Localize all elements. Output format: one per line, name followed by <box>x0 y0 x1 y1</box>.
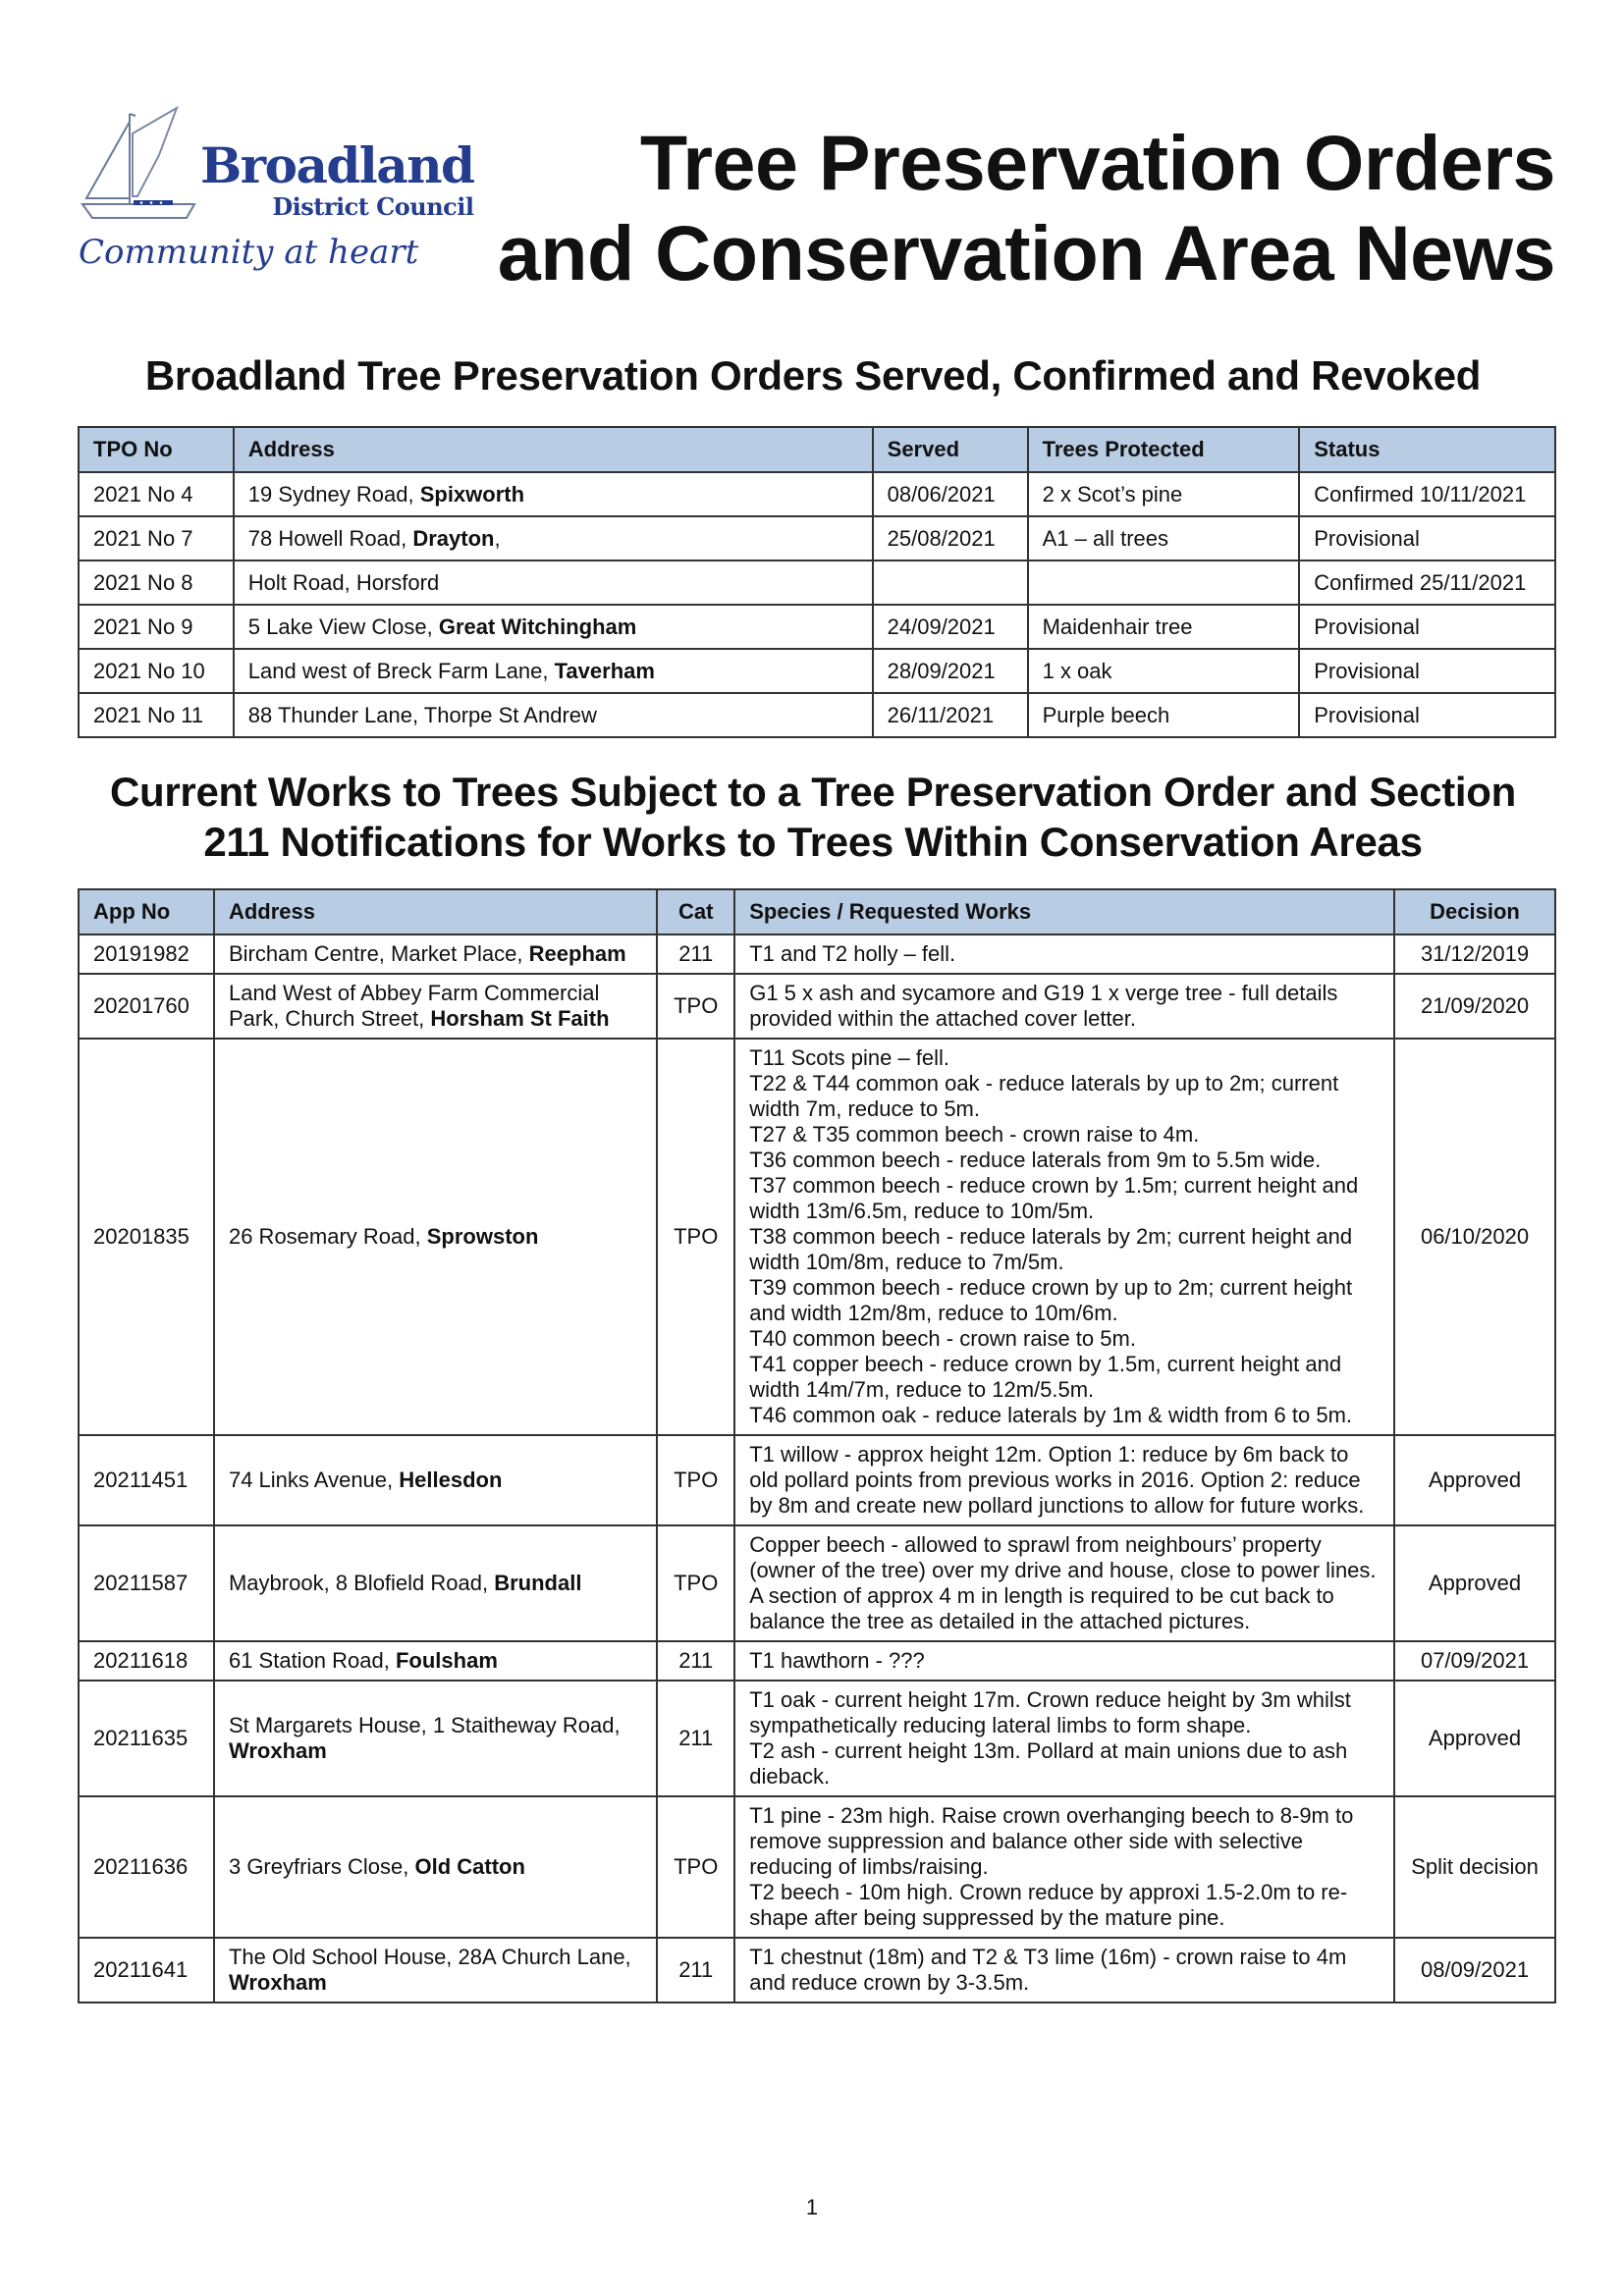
title-line-2: and Conservation Area News <box>497 209 1555 296</box>
status-cell: Provisional <box>1299 693 1555 737</box>
address-text: 88 Thunder Lane, Thorpe St Andrew <box>247 702 597 727</box>
address-cell <box>234 561 873 605</box>
works-line: Copper beech - allowed to sprawl from neighbours’ property (owner of the tree) over my drive and house, close to power lines. A section of approx 4 m in length is required to be cut back to balance the tree as detailed in the attached pictures. <box>749 1532 1377 1633</box>
title-line-1: Tree Preservation Orders <box>639 119 1555 206</box>
decision-cell: 31/12/2019 <box>1394 934 1555 974</box>
address-text: St Margarets House, 1 Staitheway Road, <box>228 1713 621 1737</box>
cat-cell: 211 <box>657 934 734 974</box>
works-line: T1 and T2 holly – fell. <box>749 941 956 966</box>
tpo-no-cell: 2021 No 8 <box>79 561 234 605</box>
address-town: Foulsham <box>395 1648 498 1673</box>
logo-tagline: Community at heart <box>79 233 419 272</box>
status-cell: Provisional <box>1299 649 1555 693</box>
cat-cell: 211 <box>657 1938 734 2002</box>
address-text: 26 Rosemary Road, <box>228 1224 427 1249</box>
address-town: Drayton <box>412 525 495 551</box>
decision-cell: Approved <box>1394 1681 1555 1796</box>
trees-protected-cell: Maidenhair tree <box>1028 605 1300 649</box>
served-cell: 25/08/2021 <box>873 516 1028 561</box>
address-text: 5 Lake View Close, <box>247 614 439 639</box>
works-table-row <box>79 934 1555 974</box>
address-town: Horsham St Faith <box>430 1006 610 1031</box>
works-title-line-1: Current Works to Trees Subject to a Tree Preservation Order and Section <box>109 769 1517 815</box>
address-cell <box>214 1796 657 1938</box>
address-cell <box>234 516 873 561</box>
address-text: Maybrook, 8 Blofield Road, <box>228 1571 495 1595</box>
app-no-cell: 20191982 <box>79 934 214 974</box>
cat-cell: 211 <box>657 1641 734 1681</box>
status-cell: Confirmed 25/11/2021 <box>1299 561 1555 605</box>
tpo-table-row <box>79 693 1555 737</box>
works-line: T1 oak - current height 17m. Crown reduce height by 3m whilst sympathetically reducing lateral limbs to form shape. <box>749 1687 1351 1737</box>
tpo-no-cell: 2021 No 4 <box>79 472 234 516</box>
logo-words <box>200 136 474 222</box>
col-decision: Decision <box>1394 889 1555 934</box>
address-town: Wroxham <box>228 1970 327 1995</box>
decision-cell: 08/09/2021 <box>1394 1938 1555 2002</box>
tpo-no-cell: 2021 No 9 <box>79 605 234 649</box>
address-cell <box>214 1641 657 1681</box>
served-cell <box>873 561 1028 605</box>
cat-cell: TPO <box>657 1525 734 1641</box>
col-address: Address <box>214 889 657 934</box>
works-cell <box>734 1039 1394 1435</box>
decision-cell: Approved <box>1394 1435 1555 1525</box>
app-no-cell: 20211587 <box>79 1525 214 1641</box>
address-text: 19 Sydney Road, <box>247 481 420 507</box>
trees-protected-cell: 2 x Scot’s pine <box>1028 472 1300 516</box>
tpo-no-cell: 2021 No 7 <box>79 516 234 561</box>
address-cell <box>214 974 657 1039</box>
address-text: The Old School House, 28A Church Lane, <box>228 1945 631 1969</box>
address-cell <box>214 1435 657 1525</box>
works-line: T46 common oak - reduce laterals by 1m & width from 6 to 5m. <box>749 1403 1353 1427</box>
works-cell <box>734 1641 1394 1681</box>
app-no-cell: 20211618 <box>79 1641 214 1681</box>
works-table-row <box>79 974 1555 1039</box>
works-line: T1 hawthorn - ??? <box>749 1648 925 1673</box>
address-cell <box>214 1681 657 1796</box>
works-line: T40 common beech - crown raise to 5m. <box>749 1326 1136 1351</box>
trees-protected-cell: Purple beech <box>1028 693 1300 737</box>
tpo-table-row <box>79 561 1555 605</box>
address-tail: , <box>494 525 501 551</box>
tpo-no-cell: 2021 No 11 <box>79 693 234 737</box>
col-status: Status <box>1299 427 1555 472</box>
col-app-no: App No <box>79 889 214 934</box>
status-cell: Confirmed 10/11/2021 <box>1299 472 1555 516</box>
address-cell <box>234 693 873 737</box>
address-text: Land west of Breck Farm Lane, <box>247 658 555 683</box>
col-served: Served <box>873 427 1028 472</box>
works-table-header <box>79 889 1555 934</box>
app-no-cell: 20211635 <box>79 1681 214 1796</box>
works-table-row <box>79 1525 1555 1641</box>
works-line: T2 beech - 10m high. Crown reduce by approxi 1.5-2.0m to re-shape after being suppressed by the mature pine. <box>749 1880 1348 1930</box>
works-line: T1 pine - 23m high. Raise crown overhanging beech to 8-9m to remove suppression and balance other side with selective reducing of limbs/raising. <box>749 1803 1354 1879</box>
document-title <box>495 118 1555 298</box>
col-species-works: Species / Requested Works <box>734 889 1394 934</box>
works-section-title <box>77 767 1549 867</box>
works-line: T37 common beech - reduce crown by 1.5m; current height and width 13m/6.5m, reduce to 10m/5m. <box>749 1173 1359 1223</box>
works-line: T39 common beech - reduce crown by up to 2m; current height and width 12m/8m, reduce to 10m/6m. <box>749 1275 1353 1325</box>
sailboat-icon <box>79 106 196 222</box>
address-town: Reepham <box>528 941 626 966</box>
served-cell: 28/09/2021 <box>873 649 1028 693</box>
address-town: Taverham <box>554 658 655 683</box>
works-line: T22 & T44 common oak - reduce laterals by up to 2m; current width 7m, reduce to 5m. <box>749 1071 1339 1121</box>
col-address: Address <box>234 427 873 472</box>
works-table-row <box>79 1796 1555 1938</box>
logo-top-row <box>79 106 474 222</box>
address-text: 78 Howell Road, <box>247 525 413 551</box>
works-cell <box>734 1796 1394 1938</box>
served-cell: 26/11/2021 <box>873 693 1028 737</box>
works-cell <box>734 1938 1394 2002</box>
address-cell <box>234 649 873 693</box>
cat-cell: 211 <box>657 1681 734 1796</box>
works-line: T27 & T35 common beech - crown raise to 4m. <box>749 1122 1200 1147</box>
works-line: T38 common beech - reduce laterals by 2m; current height and width 10m/8m, reduce to 7m/5m. <box>749 1224 1353 1274</box>
tpo-table-header <box>79 427 1555 472</box>
works-cell <box>734 1525 1394 1641</box>
decision-cell: Approved <box>1394 1525 1555 1641</box>
tpo-table-row <box>79 472 1555 516</box>
address-cell <box>214 1039 657 1435</box>
works-table-row <box>79 1938 1555 2002</box>
works-table-row <box>79 1039 1555 1435</box>
works-cell <box>734 1681 1394 1796</box>
address-text: Bircham Centre, Market Place, <box>228 941 529 966</box>
col-cat: Cat <box>657 889 734 934</box>
address-text: 74 Links Avenue, <box>228 1468 400 1492</box>
status-cell: Provisional <box>1299 605 1555 649</box>
app-no-cell: 20211636 <box>79 1796 214 1938</box>
works-cell <box>734 974 1394 1039</box>
works-cell <box>734 934 1394 974</box>
decision-cell: Split decision <box>1394 1796 1555 1938</box>
address-cell <box>214 1938 657 2002</box>
trees-protected-cell: A1 – all trees <box>1028 516 1300 561</box>
address-cell <box>214 1525 657 1641</box>
address-cell <box>234 472 873 516</box>
served-cell: 24/09/2021 <box>873 605 1028 649</box>
address-town: Wroxham <box>228 1738 327 1763</box>
works-title-line-2: 211 Notifications for Works to Trees Within Conservation Areas <box>203 819 1423 865</box>
trees-protected-cell: 1 x oak <box>1028 649 1300 693</box>
council-logo <box>79 106 474 273</box>
works-line: T36 common beech - reduce laterals from 9m to 5.5m wide. <box>749 1148 1322 1172</box>
page-number: 1 <box>805 2195 819 2219</box>
address-town: Great Witchingham <box>438 614 637 639</box>
app-no-cell: 20211641 <box>79 1938 214 2002</box>
address-text: 61 Station Road, <box>228 1648 396 1673</box>
decision-cell: 06/10/2020 <box>1394 1039 1555 1435</box>
address-town: Spixworth <box>419 481 525 507</box>
works-table <box>78 888 1556 2003</box>
tpo-section-title: Broadland Tree Preservation Orders Served, Confirmed and Revoked <box>144 352 1482 399</box>
served-cell: 08/06/2021 <box>873 472 1028 516</box>
address-cell <box>214 934 657 974</box>
logo-subname: District Council <box>272 192 474 221</box>
cat-cell: TPO <box>657 1796 734 1938</box>
cat-cell: TPO <box>657 1039 734 1435</box>
tpo-table-row <box>79 605 1555 649</box>
status-cell: Provisional <box>1299 516 1555 561</box>
app-no-cell: 20211451 <box>79 1435 214 1525</box>
tpo-no-cell: 2021 No 10 <box>79 649 234 693</box>
works-table-row <box>79 1435 1555 1525</box>
works-line: T1 willow - approx height 12m. Option 1: reduce by 6m back to old pollard points from previous works in 2016. Option 2: reduce by 8m and create new pollard junctions to allow for future works. <box>749 1442 1365 1518</box>
app-no-cell: 20201760 <box>79 974 214 1039</box>
address-cell <box>234 605 873 649</box>
app-no-cell: 20201835 <box>79 1039 214 1435</box>
decision-cell: 21/09/2020 <box>1394 974 1555 1039</box>
decision-cell: 07/09/2021 <box>1394 1641 1555 1681</box>
address-text: Holt Road, Horsford <box>247 569 440 595</box>
works-table-row <box>79 1641 1555 1681</box>
works-line: T2 ash - current height 13m. Pollard at main unions due to ash dieback. <box>749 1738 1348 1789</box>
address-town: Sprowston <box>426 1224 539 1249</box>
logo-name: Broadland <box>200 136 474 194</box>
trees-protected-cell <box>1028 561 1300 605</box>
address-town: Brundall <box>494 1571 582 1595</box>
works-line: T41 copper beech - reduce crown by 1.5m, current height and width 14m/7m, reduce to 12m/5.5m. <box>749 1352 1342 1402</box>
cat-cell: TPO <box>657 974 734 1039</box>
works-line: G1 5 x ash and sycamore and G19 1 x verge tree - full details provided within the attached cover letter. <box>749 981 1338 1031</box>
cat-cell: TPO <box>657 1435 734 1525</box>
works-cell <box>734 1435 1394 1525</box>
address-town: Old Catton <box>414 1854 525 1879</box>
tpo-table-row <box>79 649 1555 693</box>
address-text: 3 Greyfriars Close, <box>228 1854 415 1879</box>
col-trees-protected: Trees Protected <box>1028 427 1300 472</box>
works-line: T11 Scots pine – fell. <box>749 1045 950 1070</box>
tpo-table-row <box>79 516 1555 561</box>
tpo-table <box>78 426 1556 738</box>
col-tpo-no: TPO No <box>79 427 234 472</box>
works-table-row <box>79 1681 1555 1796</box>
address-town: Hellesdon <box>399 1468 503 1492</box>
address-text: Land West of Abbey Farm Commercial Park, Church Street, <box>228 981 600 1031</box>
works-line: T1 chestnut (18m) and T2 & T3 lime (16m) - crown raise to 4m and reduce crown by 3-3.5m. <box>749 1945 1347 1995</box>
